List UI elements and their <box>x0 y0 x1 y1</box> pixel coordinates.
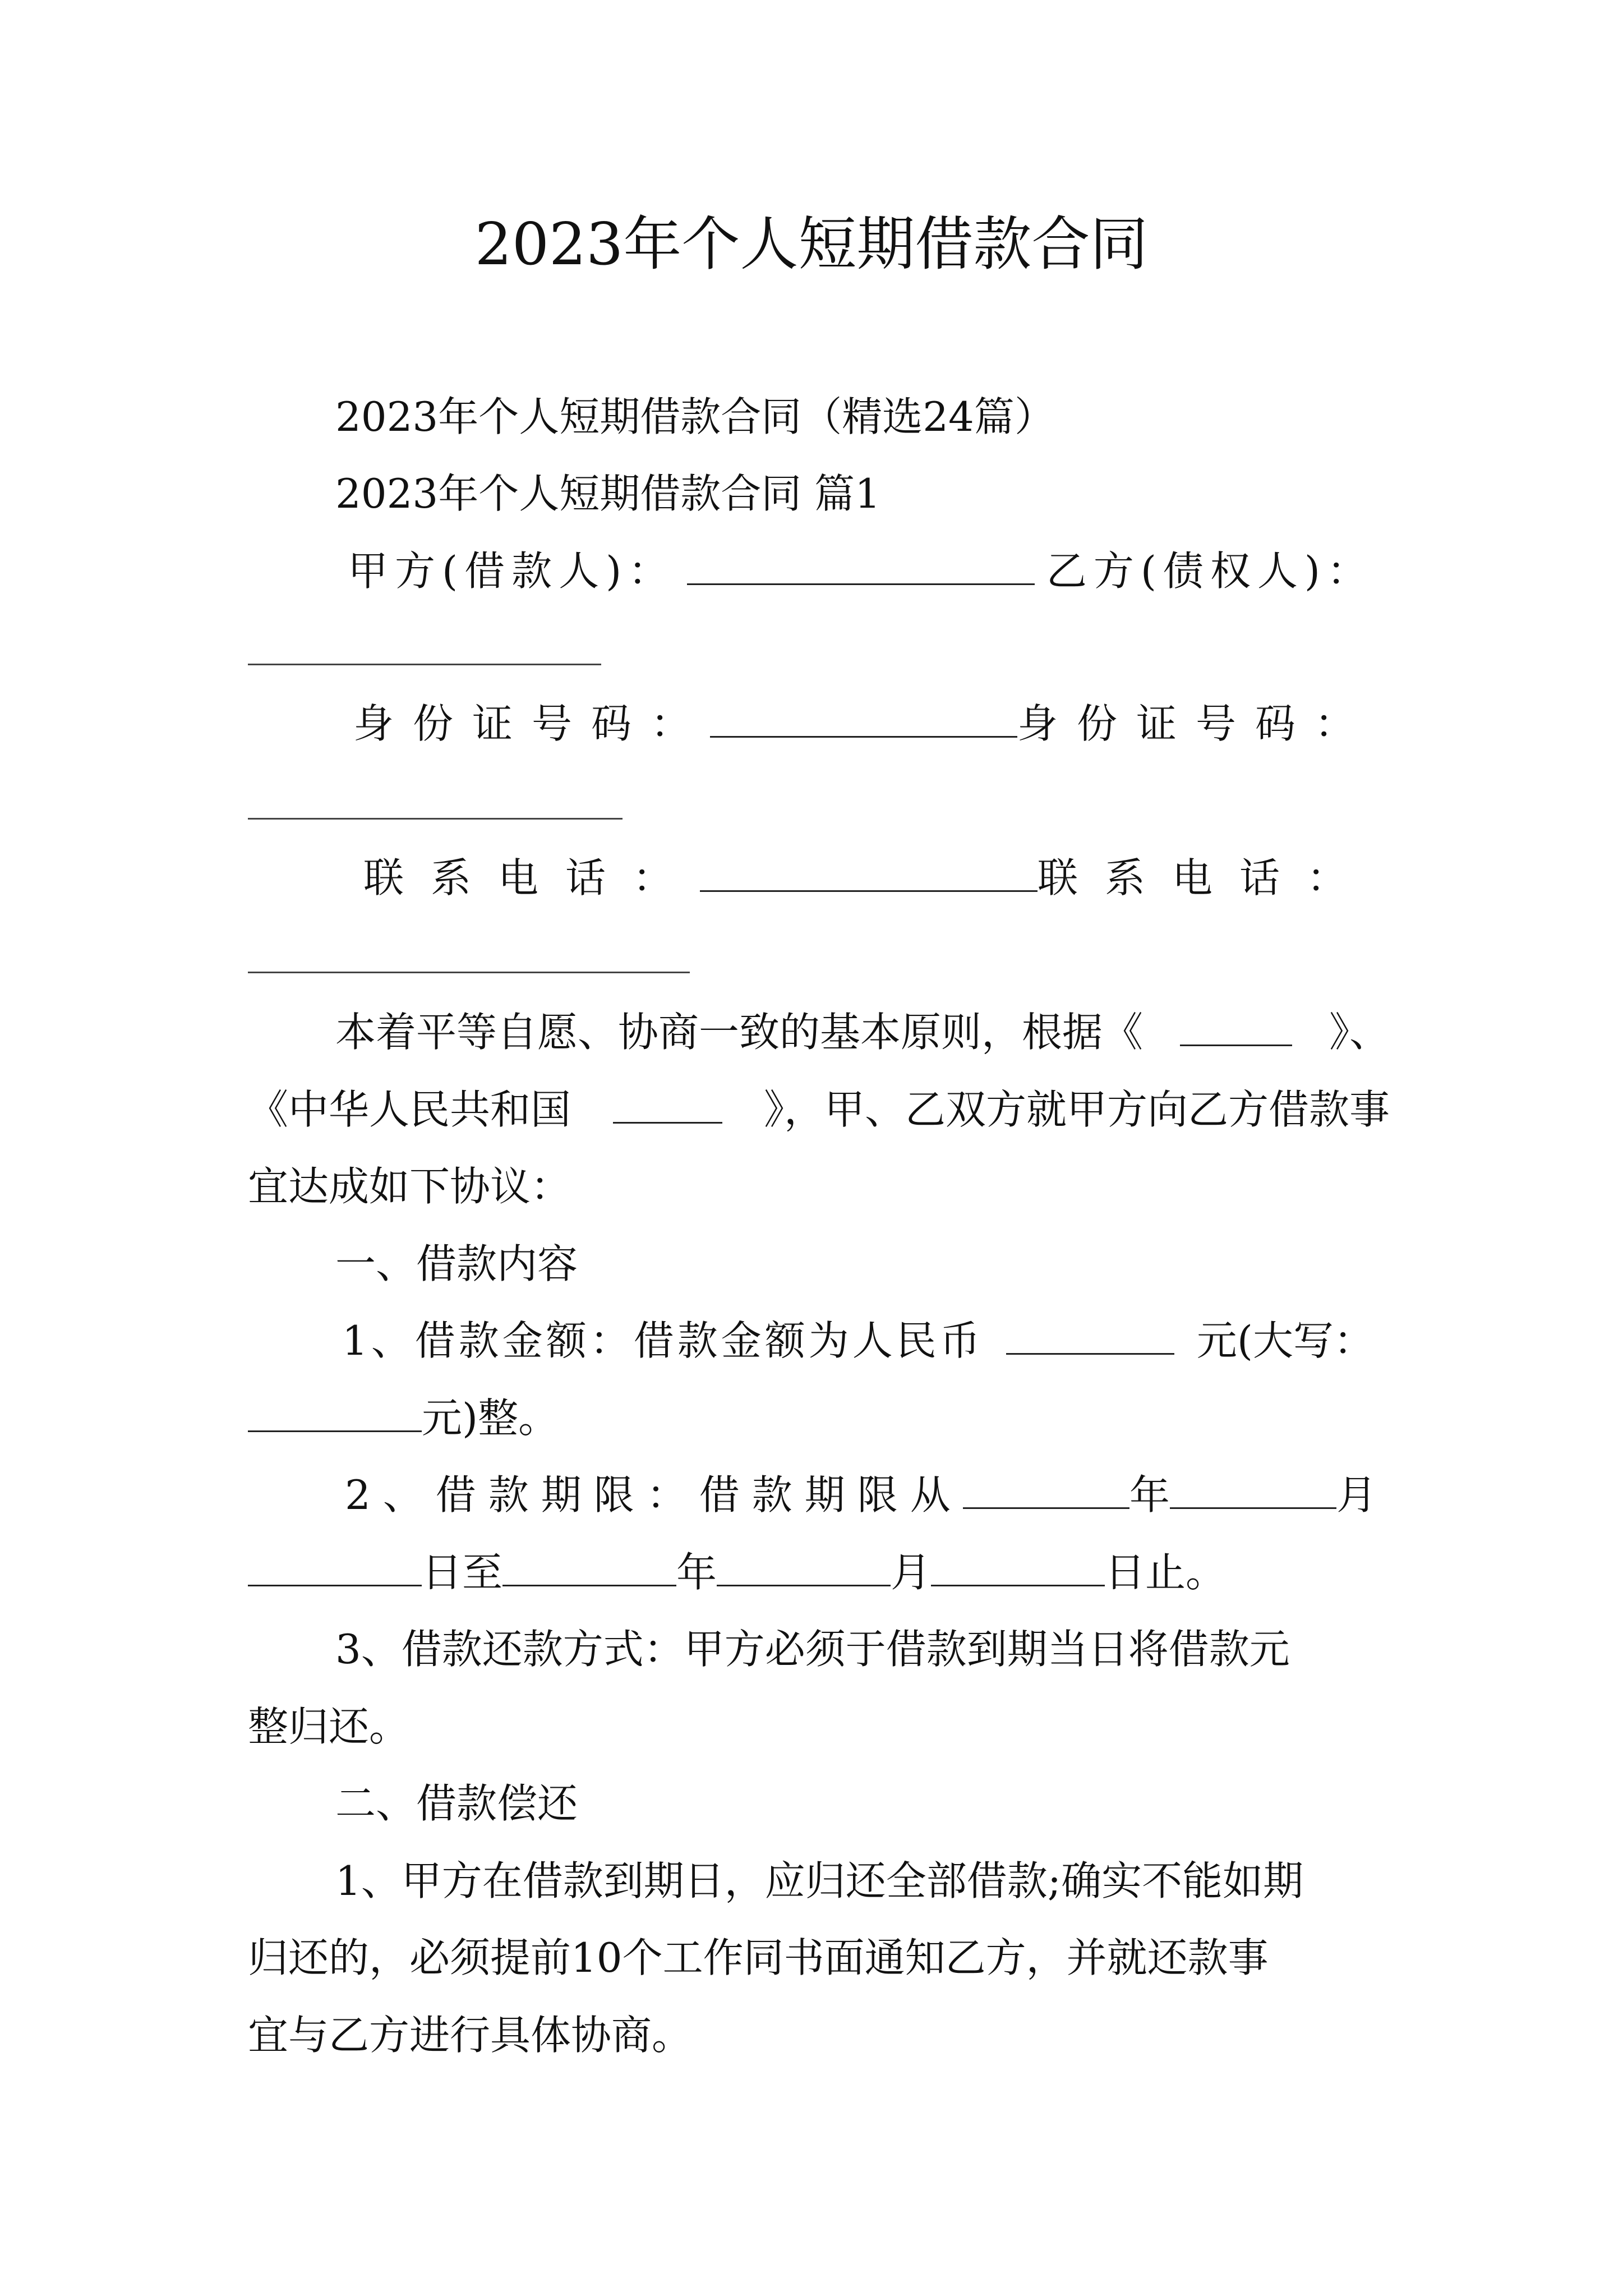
item-1-text-b: 元(大写： <box>1196 1317 1374 1364</box>
repay-1-line-3: 宜与乙方进行具体协商。 <box>248 2012 693 2059</box>
law-blank-1[interactable] <box>1180 1005 1292 1046</box>
id-a-blank[interactable] <box>710 697 1017 738</box>
item-2-line-1 <box>345 1467 1377 1523</box>
phone-label-a: 联系电话： <box>363 854 700 901</box>
start-day-blank[interactable] <box>248 1545 422 1586</box>
end-day-blank[interactable] <box>931 1545 1105 1586</box>
party-b-label: 乙方(债权人)： <box>1046 547 1374 595</box>
item-2-text-a: 2、借款期限：借款期限从 <box>345 1471 963 1519</box>
item-1-line-1 <box>342 1313 1374 1369</box>
id-label-b: 身份证号码： <box>1017 700 1374 747</box>
amount-uppercase-blank[interactable] <box>248 1391 422 1432</box>
start-month-blank[interactable] <box>1170 1468 1336 1509</box>
law-blank-2[interactable] <box>613 1083 722 1124</box>
item-2-year2-label: 年 <box>676 1549 717 1596</box>
phone-b-blank[interactable] <box>248 972 690 973</box>
id-line <box>353 696 1374 752</box>
repay-1-line-1: 1、甲方在借款到期日，应归还全部借款;确实不能如期 <box>335 1857 1304 1904</box>
section-2-heading: 二、借款偿还 <box>335 1780 578 1827</box>
phone-a-blank[interactable] <box>700 851 1038 892</box>
phone-label-b: 联系电话： <box>1037 854 1374 901</box>
intro-line-1 <box>335 1004 1390 1060</box>
party-a-label: 甲方(借款人)： <box>348 547 676 595</box>
intro-text-1b: 》、 <box>1329 1009 1390 1056</box>
phone-line <box>363 850 1374 906</box>
part-heading: 2023年个人短期借款合同 篇1 <box>335 470 880 517</box>
item-1-text-a: 1、借款金额：借款金额为人民币 <box>342 1317 984 1364</box>
party-b-blank[interactable] <box>248 664 601 665</box>
item-3-line-2: 整归还。 <box>248 1703 410 1750</box>
party-a-blank[interactable] <box>687 544 1035 585</box>
intro-line-2 <box>248 1082 1390 1138</box>
item-2-line-2 <box>248 1544 1226 1600</box>
intro-text-2b: 》，甲、乙双方就甲方向乙方借款事 <box>763 1086 1390 1133</box>
item-1-text-c: 元)整。 <box>422 1395 559 1442</box>
document-title: 2023年个人短期借款合同 <box>474 210 1149 278</box>
subtitle: 2023年个人短期借款合同（精选24篇） <box>335 393 1055 440</box>
item-2-month2-label: 月 <box>891 1549 932 1596</box>
item-2-day-to-label: 日至 <box>422 1549 503 1596</box>
item-1-line-2 <box>248 1390 559 1446</box>
amount-blank[interactable] <box>1006 1314 1174 1355</box>
end-month-blank[interactable] <box>717 1545 891 1586</box>
intro-text-1a: 本着平等自愿、协商一致的基本原则，根据《 <box>335 1009 1144 1056</box>
repay-1-line-2: 归还的，必须提前10个工作同书面通知乙方，并就还款事 <box>248 1934 1269 1981</box>
id-label-a: 身份证号码： <box>353 700 711 747</box>
intro-line-3: 宜达成如下协议： <box>248 1163 571 1210</box>
item-3-line-1: 3、借款还款方式：甲方必须于借款到期当日将借款元 <box>335 1626 1290 1673</box>
end-year-blank[interactable] <box>502 1545 676 1586</box>
item-2-year-label: 年 <box>1129 1471 1170 1519</box>
party-line <box>348 543 1374 599</box>
section-1-heading: 一、借款内容 <box>335 1240 578 1287</box>
intro-text-2a: 《中华人民共和国 <box>248 1086 571 1133</box>
id-b-blank[interactable] <box>248 818 623 820</box>
start-year-blank[interactable] <box>963 1468 1129 1509</box>
item-2-month-label: 月 <box>1336 1471 1377 1519</box>
item-2-end-label: 日止。 <box>1105 1549 1227 1596</box>
